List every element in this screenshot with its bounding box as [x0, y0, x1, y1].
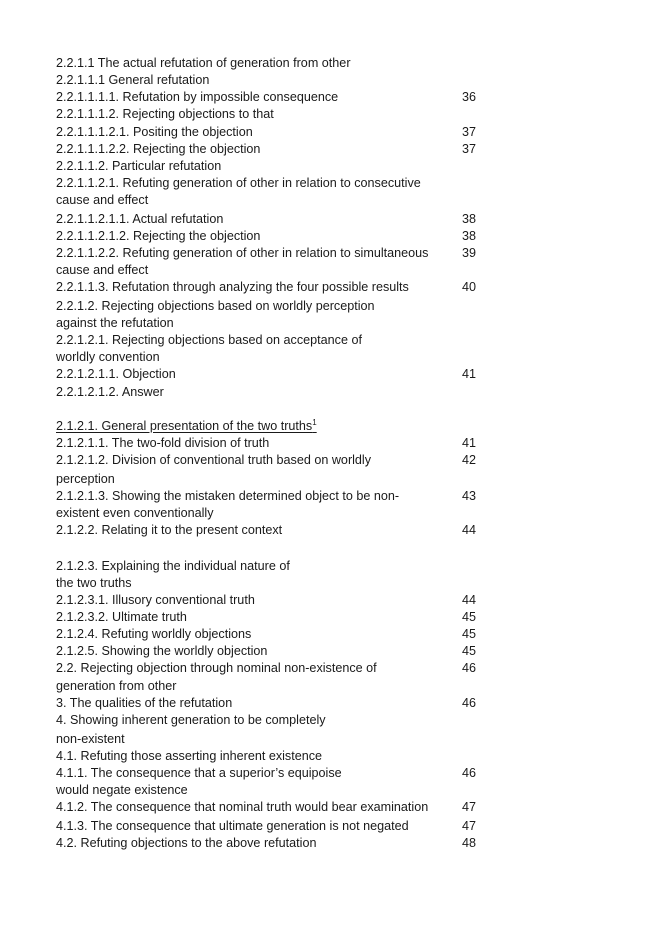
toc-page-number: 41 [462, 367, 477, 381]
toc-entry-title: non-existent [56, 732, 125, 746]
toc-entry-title: 2.2.1.1.2. Particular refutation [56, 159, 222, 173]
section-heading [56, 418, 496, 435]
toc-entry-title: 2.1.2.4. Refuting worldly objections [56, 627, 252, 641]
toc-entry-title: 2.2. Rejecting objection through nominal non-existence of [56, 661, 377, 675]
toc-entry-title: 2.1.2.5. Showing the worldly objection [56, 644, 268, 658]
toc-entry-title: 2.2.1.1.1.2.2. Rejecting the objection [56, 142, 261, 156]
heading-title: 2.1.2.1. General presentation of the two truths [56, 419, 313, 433]
toc-entry-title: 2.2.1.1.1 General refutation [56, 73, 210, 87]
toc-entry[interactable] [56, 175, 496, 192]
toc-entry-title: 2.1.2.3.2. Ultimate truth [56, 610, 187, 624]
toc-entry[interactable] [56, 228, 496, 245]
toc-entry-title: 4.1.2. The consequence that nominal truth would bear examination [56, 800, 429, 814]
toc-page-number: 40 [462, 280, 477, 294]
toc-entry[interactable] [56, 262, 496, 279]
toc-entry[interactable] [56, 575, 496, 592]
toc-entry-title: 2.2.1.1.1.2.1. Positing the objection [56, 125, 253, 139]
toc-entry[interactable] [56, 279, 496, 296]
toc-entry[interactable] [56, 298, 496, 315]
toc-entry[interactable] [56, 124, 496, 141]
toc-entry-title: 2.2.1.1.2.1.1. Actual refutation [56, 212, 224, 226]
toc-page-number: 43 [462, 489, 477, 503]
toc-entry[interactable] [56, 452, 496, 469]
toc-entry-title: 4.1.1. The consequence that a superior’s equipoise [56, 766, 342, 780]
toc-entry[interactable] [56, 435, 496, 452]
toc-entry[interactable] [56, 192, 496, 209]
toc-entry-title: existent even conventionally [56, 506, 214, 520]
toc-entry[interactable] [56, 315, 496, 332]
toc-entry-title: 2.2.1.1.3. Refutation through analyzing the four possible results [56, 280, 409, 294]
toc-page-number: 44 [462, 523, 477, 537]
toc-page-number: 42 [462, 453, 477, 467]
toc-entry[interactable] [56, 141, 496, 158]
toc-entry-title: 2.2.1.2.1.2. Answer [56, 385, 164, 399]
toc-entry[interactable] [56, 609, 496, 626]
toc-entry-title: 4.1. Refuting those asserting inherent existence [56, 749, 323, 763]
toc-page-number: 37 [462, 125, 477, 139]
toc-entry-title: 2.1.2.3. Explaining the individual nature of [56, 559, 290, 573]
toc-entry-title: 2.2.1.1 The actual refutation of generation from other [56, 56, 351, 70]
toc-page-number: 45 [462, 627, 477, 641]
toc-page-number: 38 [462, 229, 477, 243]
toc-entry-title: the two truths [56, 576, 132, 590]
toc-entry-title: 4.1.3. The consequence that ultimate generation is not negated [56, 819, 409, 833]
toc-entry-title: 3. The qualities of the refutation [56, 696, 233, 710]
toc-entry[interactable] [56, 245, 496, 262]
toc-entry-title: 2.1.2.3.1. Illusory conventional truth [56, 593, 255, 607]
toc-entry-title: 2.2.1.1.1.2. Rejecting objections to that [56, 107, 274, 121]
toc-entry[interactable] [56, 349, 496, 366]
toc-entry[interactable] [56, 505, 496, 522]
toc-entry[interactable] [56, 695, 496, 712]
toc-page-number: 46 [462, 766, 477, 780]
toc-page-number: 37 [462, 142, 477, 156]
toc-entry-title: 4.2. Refuting objections to the above refutation [56, 836, 317, 850]
toc-entry-title: 2.2.1.2. Rejecting objections based on worldly perception [56, 299, 375, 313]
toc-page-number: 46 [462, 696, 477, 710]
toc-entry[interactable] [56, 384, 496, 401]
toc-entry-title: 2.2.1.1.2.1. Refuting generation of other in relation to consecutive [56, 176, 421, 190]
toc-entry[interactable] [56, 818, 496, 835]
toc-entry[interactable] [56, 748, 496, 765]
toc-entry[interactable] [56, 712, 496, 729]
toc-entry-title: would negate existence [56, 783, 188, 797]
toc-page-number: 47 [462, 819, 477, 833]
section-heading-text [56, 418, 317, 435]
toc-entry[interactable] [56, 592, 496, 609]
toc-entry[interactable] [56, 522, 496, 539]
toc-entry-title: 2.1.2.2. Relating it to the present context [56, 523, 283, 537]
toc-entry[interactable] [56, 158, 496, 175]
toc-entry[interactable] [56, 55, 496, 72]
toc-page-number: 45 [462, 610, 477, 624]
toc-entry[interactable] [56, 89, 496, 106]
toc-entry-title: 2.2.1.1.2.1.2. Rejecting the objection [56, 229, 261, 243]
toc-page-number: 36 [462, 90, 477, 104]
toc-entry[interactable] [56, 626, 496, 643]
toc-page-number: 41 [462, 436, 477, 450]
footnote-marker[interactable]: 1 [312, 418, 317, 427]
toc-entry[interactable] [56, 678, 496, 695]
toc-entry-title: 2.2.1.1.1.1. Refutation by impossible consequence [56, 90, 339, 104]
toc-entry[interactable] [56, 782, 496, 799]
toc-entry-title: perception [56, 472, 115, 486]
toc-entry[interactable] [56, 471, 496, 488]
toc-page-number: 44 [462, 593, 477, 607]
toc-entry-title: cause and effect [56, 263, 149, 277]
toc-entry-title: 2.2.1.2.1.1. Objection [56, 367, 176, 381]
toc-page-number: 47 [462, 800, 477, 814]
toc-entry[interactable] [56, 72, 496, 89]
toc-entry-title: 2.1.2.1.3. Showing the mistaken determined object to be non- [56, 489, 400, 503]
toc-entry-title: 2.2.1.2.1. Rejecting objections based on acceptance of [56, 333, 362, 347]
toc-entry[interactable] [56, 211, 496, 228]
toc-page-number: 39 [462, 246, 477, 260]
toc-entry[interactable] [56, 488, 496, 505]
toc-entry-title: worldly convention [56, 350, 160, 364]
toc-page-number: 46 [462, 661, 477, 675]
toc-entry[interactable] [56, 106, 496, 123]
toc-entry[interactable] [56, 332, 496, 349]
toc-entry-title: 2.1.2.1.2. Division of conventional truth based on worldly [56, 453, 372, 467]
toc-page-number: 38 [462, 212, 477, 226]
toc-entry-title: 2.1.2.1.1. The two-fold division of truth [56, 436, 270, 450]
toc-entry-title: against the refutation [56, 316, 174, 330]
toc-entry[interactable] [56, 643, 496, 660]
toc-page-number: 48 [462, 836, 477, 850]
toc-entry[interactable] [56, 558, 496, 575]
toc-entry[interactable] [56, 835, 496, 852]
toc-entry[interactable] [56, 765, 496, 782]
toc-entry-title: generation from other [56, 679, 177, 693]
toc-entry[interactable] [56, 366, 496, 383]
toc-entry[interactable] [56, 660, 496, 677]
toc-page-number: 45 [462, 644, 477, 658]
toc-entry-title: cause and effect [56, 193, 149, 207]
toc-entry[interactable] [56, 731, 496, 748]
toc-entry-title: 4. Showing inherent generation to be completely [56, 713, 326, 727]
toc-entry[interactable] [56, 799, 496, 816]
toc-entry-title: 2.2.1.1.2.2. Refuting generation of other in relation to simultaneous [56, 246, 429, 260]
